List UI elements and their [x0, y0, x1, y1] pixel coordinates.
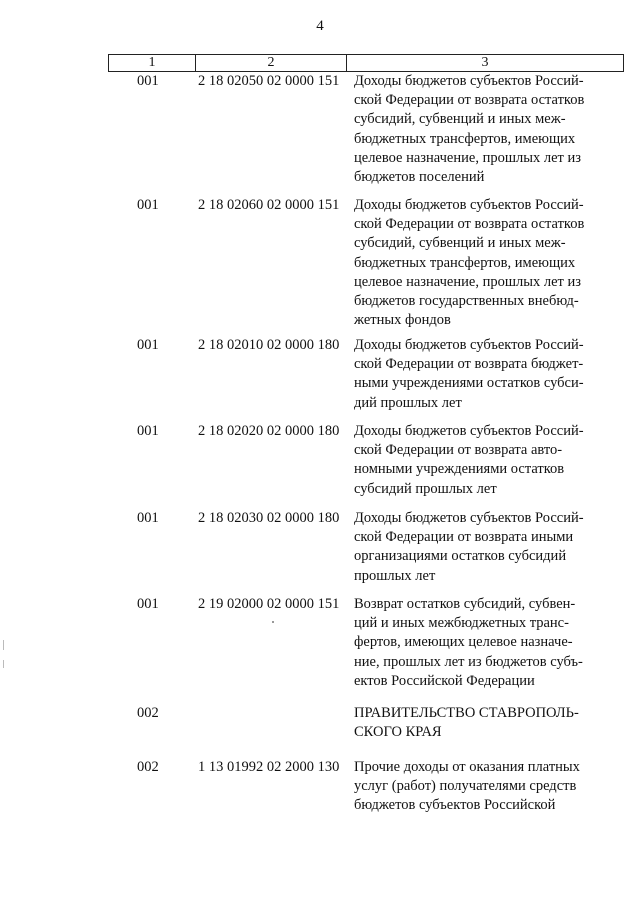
description-line: фертов, имеющих целевое назначе-	[354, 634, 573, 651]
budget-classification-code: 2 19 02000 02 0000 151	[198, 596, 340, 612]
header-col-2: 2	[196, 55, 347, 71]
margin-mark	[3, 660, 4, 668]
description-line: ПРАВИТЕЛЬСТВО СТАВРОПОЛЬ-	[354, 705, 579, 721]
admin-code: 001	[137, 337, 159, 353]
revenue-description	[354, 72, 594, 187]
header-col-1: 1	[109, 55, 196, 71]
description-line: ской Федерации от возврата авто-	[354, 442, 563, 459]
description-line: Прочие доходы от оказания платных	[354, 759, 580, 775]
budget-classification-code: 1 13 01992 02 2000 130	[198, 759, 340, 775]
description-line: ными учреждениями остатков субси-	[354, 375, 584, 392]
description-line: Доходы бюджетов субъектов Россий-	[354, 337, 584, 353]
description-line: Доходы бюджетов субъектов Россий-	[354, 510, 584, 526]
budget-classification-code: 2 18 02050 02 0000 151	[198, 73, 340, 89]
description-line: ектов Российской Федерации	[354, 672, 535, 689]
margin-mark	[3, 640, 4, 650]
admin-code: 002	[137, 705, 159, 721]
description-line: целевое назначение, прошлых лет из	[354, 273, 581, 290]
description-line: бюджетных трансфертов, имеющих	[354, 130, 576, 147]
header-col-3: 3	[481, 55, 489, 70]
description-line: Доходы бюджетов субъектов Россий-	[354, 197, 584, 213]
budget-classification-code: 2 18 02060 02 0000 151	[198, 197, 340, 213]
description-line: жетных фондов	[354, 312, 451, 329]
description-line: ние, прошлых лет из бюджетов субъ-	[354, 653, 583, 670]
description-line: субсидий прошлых лет	[354, 480, 497, 497]
revenue-description	[354, 509, 594, 586]
admin-code: 001	[137, 596, 159, 612]
description-line: СКОГО КРАЯ	[354, 724, 442, 741]
admin-code: 001	[137, 510, 159, 526]
budget-classification-code: 2 18 02010 02 0000 180	[198, 337, 340, 353]
description-line: бюджетов поселений	[354, 169, 485, 186]
revenue-description	[354, 595, 594, 691]
description-line: дий прошлых лет	[354, 394, 462, 411]
description-line: прошлых лет	[354, 567, 436, 584]
revenue-description	[354, 704, 594, 742]
page-number: 4	[316, 18, 324, 34]
description-line: ской Федерации от возврата бюджет-	[354, 356, 584, 373]
description-line: ской Федерации от возврата иными	[354, 529, 574, 546]
description-line: ской Федерации от возврата остатков	[354, 92, 585, 109]
budget-classification-code: 2 18 02020 02 0000 180	[198, 423, 340, 439]
description-line: номными учреждениями остатков	[354, 461, 565, 478]
revenue-description	[354, 336, 594, 413]
description-line: организациями остатков субсидий	[354, 548, 567, 565]
description-line: Доходы бюджетов субъектов Россий-	[354, 73, 584, 89]
description-line: Возврат остатков субсидий, субвен-	[354, 596, 576, 612]
admin-code: 001	[137, 423, 159, 439]
description-line: ций и иных межбюджетных транс-	[354, 615, 569, 632]
revenue-description	[354, 422, 594, 499]
description-line: бюджетов государственных внебюд-	[354, 293, 579, 310]
description-line: бюджетных трансфертов, имеющих	[354, 254, 576, 271]
admin-code: 001	[137, 73, 159, 89]
admin-code: 001	[137, 197, 159, 213]
description-line: ской Федерации от возврата остатков	[354, 216, 585, 233]
admin-code: 002	[137, 759, 159, 775]
description-line: бюджетов субъектов Российской	[354, 797, 556, 814]
description-line: услуг (работ) получателями средств	[354, 778, 577, 795]
table-header	[108, 54, 624, 72]
description-line: субсидий, субвенций и иных меж-	[354, 111, 566, 128]
description-line: Доходы бюджетов субъектов Россий-	[354, 423, 584, 439]
budget-classification-code: 2 18 02030 02 0000 180	[198, 510, 340, 526]
revenue-description	[354, 196, 594, 330]
description-line: целевое назначение, прошлых лет из	[354, 149, 581, 166]
revenue-description	[354, 758, 594, 816]
description-line: субсидий, субвенций и иных меж-	[354, 235, 566, 252]
scan-speck	[272, 621, 274, 623]
